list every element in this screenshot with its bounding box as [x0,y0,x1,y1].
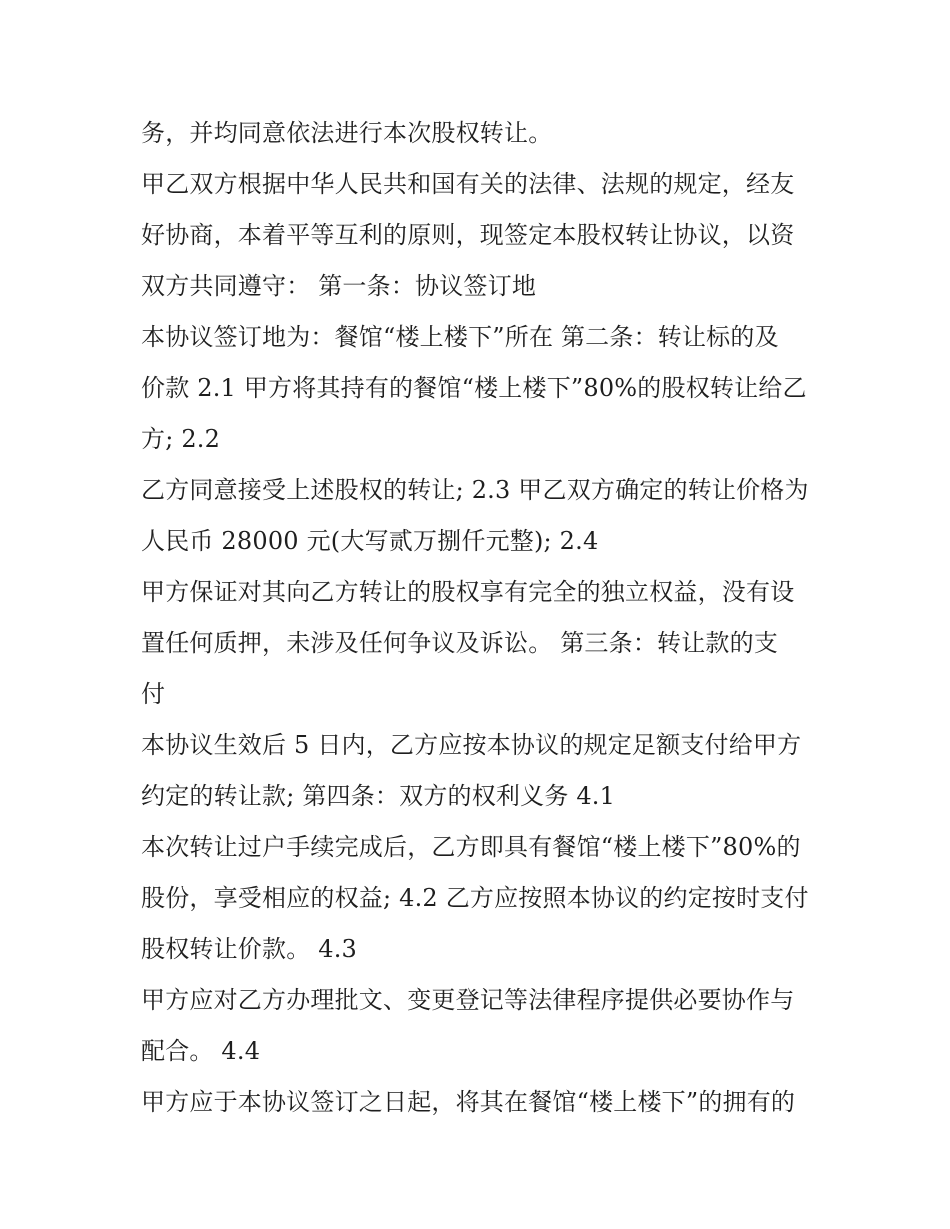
text-line: 甲乙双方根据中华人民共和国有关的法律、法规的规定，经友 [141,170,795,198]
text-line: 甲方应对乙方办理批文、变更登记等法律程序提供必要协作与 [141,986,795,1014]
text-line: 本次转让过户手续完成后，乙方即具有餐馆“楼上楼下”80%的 [141,833,801,861]
text-line: 价款 2.1 甲方将其持有的餐馆“楼上楼下”80%的股权转让给乙 [141,374,807,402]
text-line: 本协议签订地为：餐馆“楼上楼下”所在 第二条：转让标的及 [141,323,779,351]
text-line: 务，并均同意依法进行本次股权转让。 [141,119,553,147]
document-body [141,108,821,1128]
text-line: 股权转让价款。 4.3 [141,935,357,963]
text-line: 付 [141,680,166,708]
text-line: 置任何质押，未涉及任何争议及诉讼。 第三条：转让款的支 [141,629,779,657]
text-line: 甲方应于本协议签订之日起，将其在餐馆“楼上楼下”的拥有的 [141,1088,796,1116]
text-line: 配合。 4.4 [141,1037,261,1065]
text-line: 本协议生效后 5 日内，乙方应按本协议的规定足额支付给甲方 [141,731,802,759]
text-line: 好协商，本着平等互利的原则，现签定本股权转让协议，以资 [141,221,795,249]
text-line: 股份，享受相应的权益; 4.2 乙方应按照本协议的约定按时支付 [141,884,809,912]
text-line: 双方共同遵守： 第一条：协议签订地 [141,272,537,300]
text-line: 乙方同意接受上述股权的转让; 2.3 甲乙双方确定的转让价格为 [141,476,809,504]
text-line: 甲方保证对其向乙方转让的股权享有完全的独立权益，没有设 [141,578,795,606]
text-line: 方; 2.2 [141,425,221,453]
text-line: 人民币 28000 元(大写贰万捌仟元整); 2.4 [141,527,599,555]
text-line: 约定的转让款; 第四条：双方的权利义务 4.1 [141,782,616,810]
